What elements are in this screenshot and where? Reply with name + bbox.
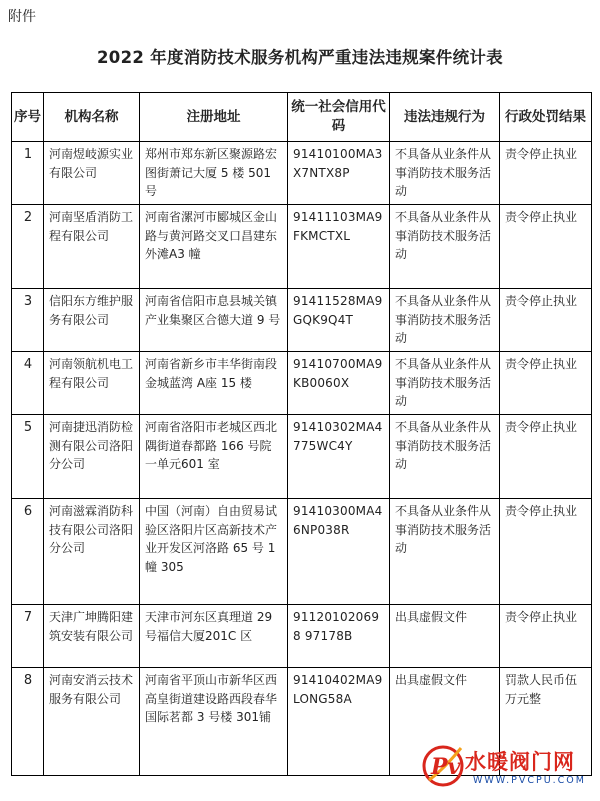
row-name-text: 河南安消云技术服务有限公司 [49, 673, 134, 706]
row-penalty: 罚款人民币伍万元整 [500, 668, 592, 776]
row-penalty: 责令停止执业 [500, 415, 592, 499]
row-address [140, 668, 288, 776]
row-address-text: 河南省漯河市郾城区金山路与黄河路交叉口昌建东外滩A3 幢 [145, 210, 278, 261]
header-credit-code: 统一社会信用代码 [288, 93, 390, 142]
header-violation: 违法违规行为 [390, 93, 500, 142]
row-credit-code: 91410402MA9LONG58A [288, 668, 390, 776]
row-violation-text: 不具备从业条件从事消防技术服务活动 [395, 504, 492, 555]
row-address [140, 605, 288, 668]
row-penalty: 责令停止执业 [500, 205, 592, 289]
row-violation [390, 499, 500, 605]
attachment-label: 附件 [8, 9, 36, 25]
table-row [12, 415, 592, 499]
row-violation-text: 出具虚假文件 [395, 610, 468, 624]
row-credit-code: 911201020698 97178B [288, 605, 390, 668]
row-name-text: 河南坚盾消防工程有限公司 [49, 210, 134, 243]
page-title: 2022 年度消防技术服务机构严重违法违规案件统计表 [97, 48, 503, 67]
row-index: 2 [12, 205, 44, 289]
logo-letters: Pv [431, 754, 461, 780]
row-violation-text: 不具备从业条件从事消防技术服务活动 [395, 147, 492, 198]
pv-logo-icon [421, 740, 467, 792]
table-row [12, 352, 592, 415]
header-name: 机构名称 [44, 93, 140, 142]
row-credit-code: 91410700MA9KB0060X [288, 352, 390, 415]
row-index: 4 [12, 352, 44, 415]
row-violation-text: 出具虚假文件 [395, 673, 468, 687]
row-address [140, 415, 288, 499]
row-credit-code: 91411528MA9GQK9Q4T [288, 289, 390, 352]
row-address-text: 河南省平顶山市新华区西高皇街道建设路西段春华国际茗都 3 号楼 301铺 [145, 673, 278, 724]
row-violation [390, 605, 500, 668]
row-index: 3 [12, 289, 44, 352]
row-penalty: 责令停止执业 [500, 289, 592, 352]
row-name [44, 668, 140, 776]
row-address-text: 郑州市郑东新区聚源路宏图街萧记大厦 5 楼 501 号 [145, 147, 278, 198]
row-name [44, 499, 140, 605]
header-address: 注册地址 [140, 93, 288, 142]
row-penalty: 责令停止执业 [500, 605, 592, 668]
row-address [140, 205, 288, 289]
row-name [44, 289, 140, 352]
watermark-brand: 水暖阀门网 [465, 750, 575, 774]
row-address-text: 河南省洛阳市老城区西北隅街道春都路 166 号院一单元601 室 [145, 420, 278, 471]
table-header-row [12, 93, 592, 142]
row-address-text: 河南省新乡市丰华街南段金城蓝湾 A座 15 楼 [145, 357, 278, 390]
row-violation-text: 不具备从业条件从事消防技术服务活动 [395, 357, 492, 408]
row-name-text: 河南领航机电工程有限公司 [49, 357, 134, 390]
row-violation [390, 142, 500, 205]
row-index: 5 [12, 415, 44, 499]
watermark-url: WWW.PVCPU.COM [473, 775, 586, 786]
row-name [44, 415, 140, 499]
row-index: 6 [12, 499, 44, 605]
row-name-text: 河南捷迅消防检测有限公司洛阳分公司 [49, 420, 134, 471]
row-index: 8 [12, 668, 44, 776]
row-name [44, 205, 140, 289]
row-address [140, 142, 288, 205]
row-violation [390, 205, 500, 289]
row-penalty: 责令停止执业 [500, 142, 592, 205]
header-index: 序号 [12, 93, 44, 142]
row-name-text: 河南煜岐源实业有限公司 [49, 147, 134, 180]
row-violation-text: 不具备从业条件从事消防技术服务活动 [395, 420, 492, 471]
row-address-text: 天津市河东区真理道 29 号福信大厦201C 区 [145, 610, 273, 643]
row-name-text: 天津广坤腾阳建筑安装有限公司 [49, 610, 134, 643]
row-address [140, 352, 288, 415]
row-name [44, 605, 140, 668]
header-penalty: 行政处罚结果 [500, 93, 592, 142]
row-name-text: 信阳东方维护服务有限公司 [49, 294, 134, 327]
row-name [44, 142, 140, 205]
row-address [140, 499, 288, 605]
row-index: 1 [12, 142, 44, 205]
row-credit-code: 91410100MA3X7NTX8P [288, 142, 390, 205]
row-credit-code: 91410300MA46NP038R [288, 499, 390, 605]
row-violation-text: 不具备从业条件从事消防技术服务活动 [395, 294, 492, 345]
row-name [44, 352, 140, 415]
site-watermark [421, 740, 596, 795]
row-violation [390, 352, 500, 415]
row-penalty: 责令停止执业 [500, 499, 592, 605]
row-violation [390, 289, 500, 352]
cases-table [11, 92, 592, 776]
table-row [12, 499, 592, 605]
row-index: 7 [12, 605, 44, 668]
table-row [12, 142, 592, 205]
row-address-text: 河南省信阳市息县城关镇产业集聚区合德大道 9 号 [145, 294, 281, 327]
table-row [12, 605, 592, 668]
row-credit-code: 91411103MA9FKMCTXL [288, 205, 390, 289]
row-violation [390, 415, 500, 499]
row-penalty: 责令停止执业 [500, 352, 592, 415]
row-address-text: 中国（河南）自由贸易试验区洛阳片区高新技术产业开发区河洛路 65 号 1幢 305 [145, 504, 278, 574]
row-credit-code: 91410302MA4775WC4Y [288, 415, 390, 499]
row-violation-text: 不具备从业条件从事消防技术服务活动 [395, 210, 492, 261]
table-row [12, 289, 592, 352]
row-name-text: 河南滋霖消防科技有限公司洛阳分公司 [49, 504, 134, 555]
row-address [140, 289, 288, 352]
table-row [12, 205, 592, 289]
